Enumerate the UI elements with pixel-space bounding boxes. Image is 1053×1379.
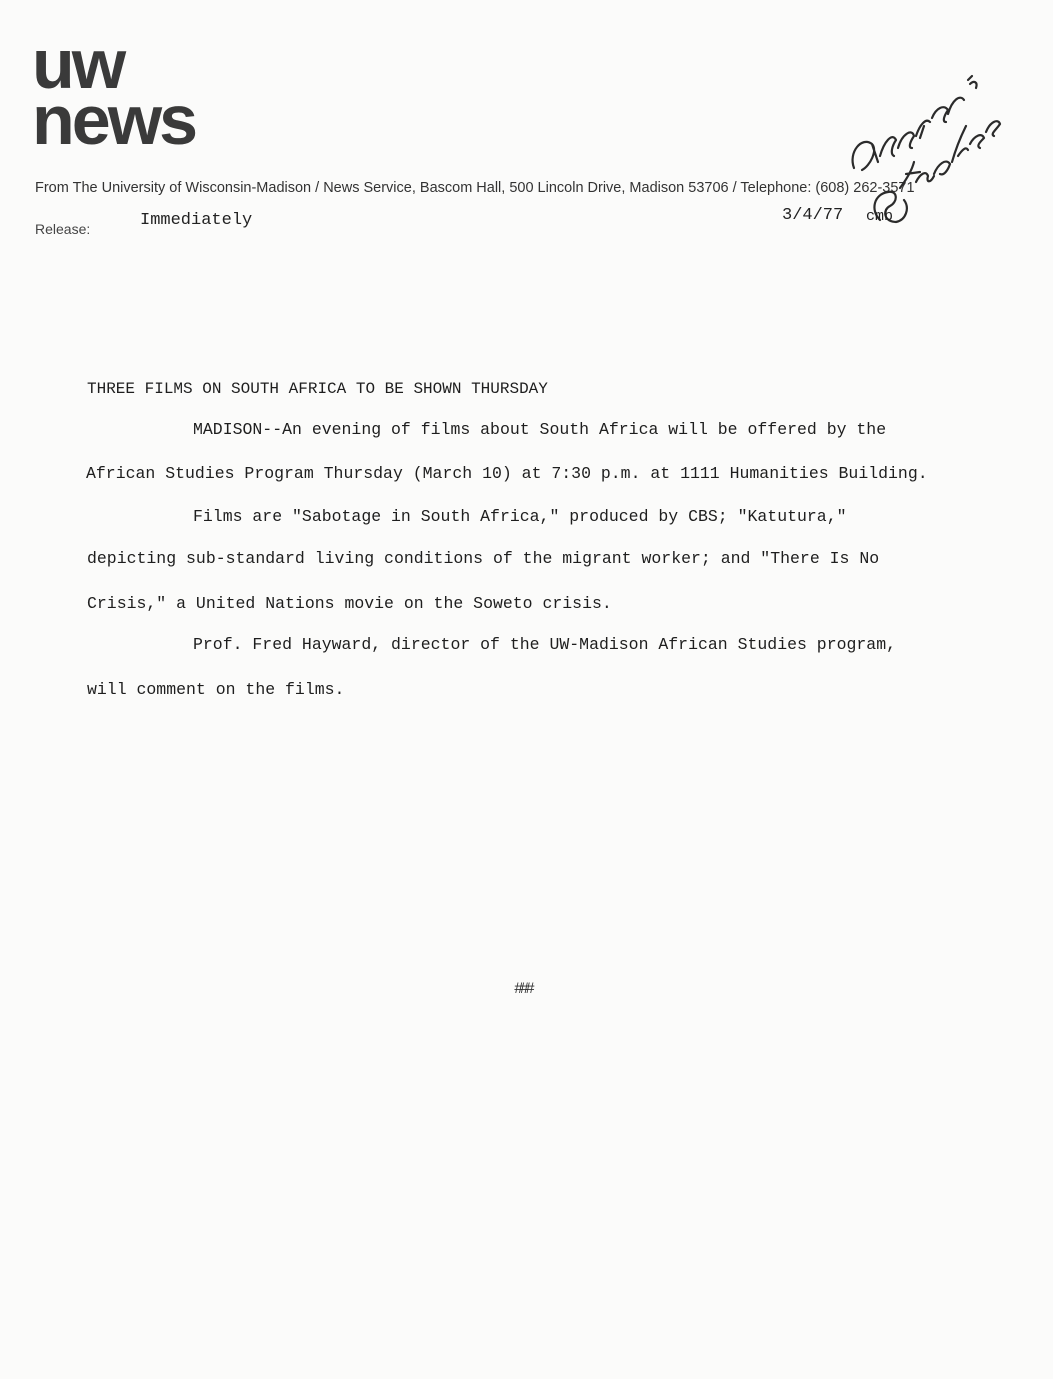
article-line: MADISON--An evening of films about South Africa will be offered by the (193, 420, 887, 439)
logo-line-news: news (32, 81, 196, 159)
release-date: 3/4/77 (782, 206, 844, 225)
article-headline: THREE FILMS ON SOUTH AFRICA TO BE SHOWN THURSDAY (87, 380, 548, 398)
logo-line-uw: uw (32, 25, 124, 103)
release-label: Release: (35, 221, 91, 237)
release-value: Immediately (140, 211, 253, 230)
uw-news-logo (32, 25, 196, 159)
article-line: Prof. Fred Hayward, director of the UW-Madison African Studies program, (193, 635, 897, 654)
author-initials: cmb (866, 208, 894, 225)
article-line: Films are "Sabotage in South Africa," produced by CBS; "Katutura," (193, 507, 847, 526)
letterhead-address: From The University of Wisconsin-Madison / News Service, Bascom Hall, 500 Lincoln Drive, Madison 53706 / Telephone: (608) 262-3571 (35, 180, 915, 196)
article-line: depicting sub-standard living conditions of the migrant worker; and "There Is No (87, 549, 880, 568)
end-mark: ### (514, 980, 531, 998)
article-line: Crisis," a United Nations movie on the Soweto crisis. (87, 594, 612, 613)
article-line: will comment on the films. (87, 680, 345, 699)
article-line: African Studies Program Thursday (March 10) at 7:30 p.m. at 1111 Humanities Building. (86, 464, 928, 483)
